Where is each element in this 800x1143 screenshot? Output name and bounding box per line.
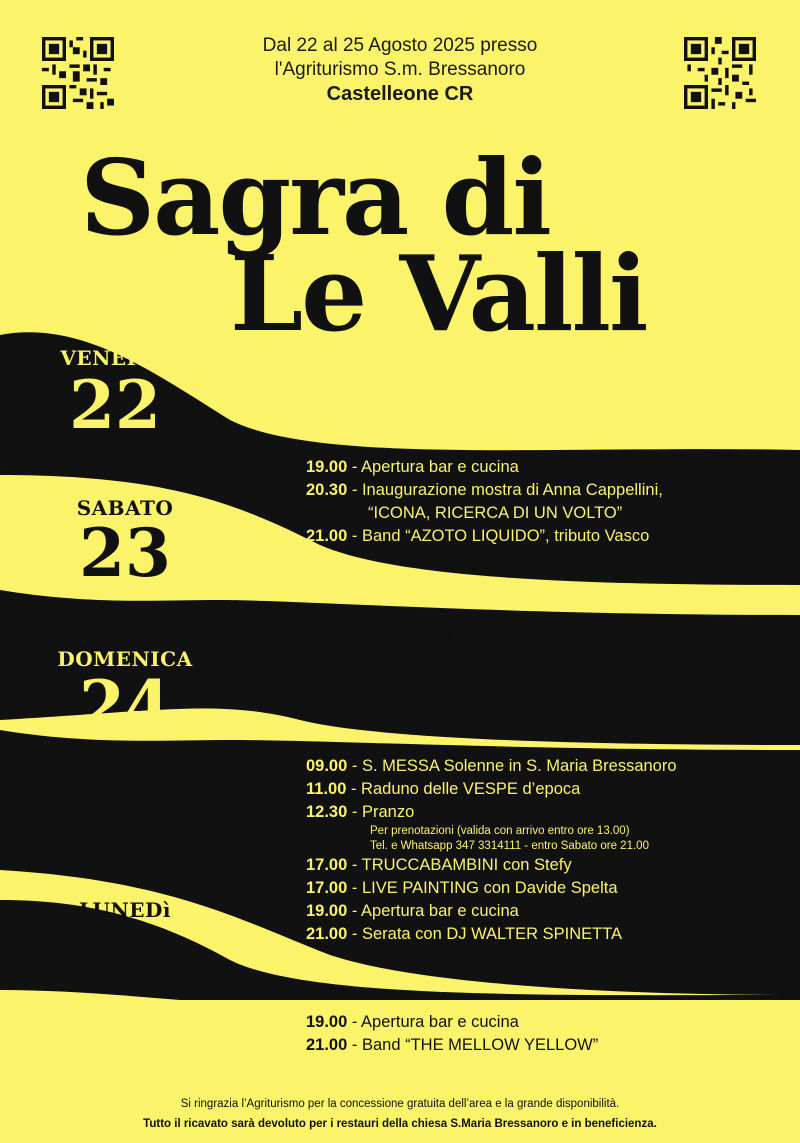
booking-note: Per prenotazioni (valida con arrivo entro ore 13.00) <box>370 825 630 837</box>
page-title <box>80 136 647 355</box>
list-item <box>306 624 776 647</box>
event-time: 21.00 <box>306 925 348 943</box>
event-time: 19.00 <box>306 902 348 920</box>
schedule-friday <box>306 456 776 548</box>
event-time: 09.00 <box>306 757 348 775</box>
header-location: Castelleone CR <box>326 83 474 105</box>
event-time: 17.00 <box>306 856 348 874</box>
schedule-sunday <box>306 755 776 946</box>
event-text: - Apertura bar e cucina <box>347 626 519 644</box>
header-venue: l'Agriturismo S.m. Bressanoro <box>274 59 526 80</box>
day-name-sunday: DOMENICA <box>57 647 193 671</box>
event-time: 20.30 <box>306 481 348 499</box>
footer-notes <box>40 1094 760 1134</box>
day-name-saturday: SABATO <box>76 496 174 520</box>
event-info-header <box>180 34 620 106</box>
title-line-2: Le Valli <box>230 232 647 355</box>
list-item <box>306 1034 776 1057</box>
event-text: - Apertura bar e cucina <box>347 1013 519 1031</box>
list-item <box>306 456 776 479</box>
event-text: - Band “PUNTO.IT” <box>347 649 493 667</box>
event-time: 21.00 <box>306 527 348 545</box>
event-time: 19.00 <box>306 626 348 644</box>
event-text: - Band “THE MELLOW YELLOW” <box>347 1036 599 1054</box>
event-time: 21.00 <box>306 1036 348 1054</box>
list-item <box>306 647 776 670</box>
list-item <box>306 900 776 923</box>
event-text: - Inaugurazione mostra di Anna Cappellini, <box>347 481 663 499</box>
event-text: - Apertura bar e cucina <box>347 902 519 920</box>
list-item <box>306 755 776 778</box>
header-dates: Dal 22 al 25 Agosto 2025 presso <box>262 35 538 56</box>
event-text: - TRUCCABAMBINI con Stefy <box>347 856 572 874</box>
list-item <box>306 801 776 824</box>
day-name-monday: LUNEDì <box>79 898 171 922</box>
event-text: - Apertura bar e cucina <box>347 458 519 476</box>
day-number-monday: 25 <box>79 918 171 996</box>
qr-code-left[interactable] <box>42 37 114 109</box>
list-item <box>306 1011 776 1034</box>
list-item <box>306 525 776 548</box>
event-time: 21.00 <box>306 649 348 667</box>
event-time: 17.00 <box>306 879 348 897</box>
footer-thanks: Si ringrazia l’Agriturismo per la concessione gratuita dell’area e la grande disponibilità. <box>180 1098 620 1110</box>
day-number-saturday: 23 <box>79 514 171 592</box>
day-number-sunday: 24 <box>79 666 171 744</box>
event-text: - Raduno delle VESPE d’epoca <box>346 780 581 798</box>
list-item <box>306 923 776 946</box>
list-item <box>306 479 776 502</box>
event-text: - Pranzo <box>347 803 415 821</box>
event-text: - S. MESSA Solenne in S. Maria Bressanoro <box>347 757 677 775</box>
event-time: 19.00 <box>306 458 348 476</box>
list-item <box>306 778 776 801</box>
event-text-continuation: “ICONA, RICERCA DI UN VOLTO” <box>368 504 623 522</box>
schedule-monday <box>306 1011 776 1057</box>
day-number-friday: 22 <box>69 366 161 444</box>
list-item <box>306 877 776 900</box>
booking-contact: Tel. e Whatsapp 347 3314111 - entro Sabato ore 21.00 <box>370 840 649 852</box>
event-time: 19.00 <box>306 1013 348 1031</box>
event-text: - Band “AZOTO LIQUIDO”, tributo Vasco <box>347 527 650 545</box>
schedule-saturday <box>306 624 776 670</box>
list-item <box>306 854 776 877</box>
qr-code-right[interactable] <box>684 37 756 109</box>
event-text: - Serata con DJ WALTER SPINETTA <box>347 925 623 943</box>
day-name-friday: VENERDì <box>60 346 170 370</box>
title-line-1: Sagra di <box>80 136 550 259</box>
event-text: - LIVE PAINTING con Davide Spelta <box>347 879 618 897</box>
event-time: 12.30 <box>306 803 348 821</box>
event-time: 11.00 <box>306 780 347 798</box>
footer-charity: Tutto il ricavato sarà devoluto per i restauri della chiesa S.Maria Bressanoro e in beneficienza. <box>143 1118 657 1130</box>
